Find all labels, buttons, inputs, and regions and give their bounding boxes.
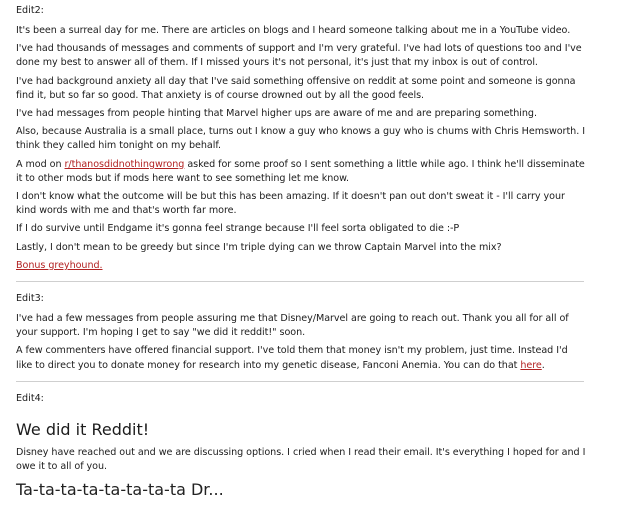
donate-text-after: . [541, 359, 545, 371]
edit2-paragraph-1: It's been a surreal day for me. There are articles on blogs and I heard someone talking about me in a YouTube video. [16, 25, 571, 36]
mod-text-before: A mod on [16, 158, 65, 170]
subreddit-link[interactable]: r/thanosdidnothingwrong [64, 158, 185, 170]
edit4-label: Edit4: [16, 392, 44, 404]
bonus-greyhound-link[interactable]: Bonus greyhound. [16, 259, 103, 271]
we-did-it-heading: We did it Reddit! [16, 419, 150, 439]
donate-here-link[interactable]: here [520, 359, 542, 371]
edit2-label: Edit2: [16, 5, 44, 16]
donate-text-before: A few commenters have offered financial support. I've told them that money isn't my problem, just time. Instead I'd like to direct you to donate money for research into my genetic disease, Fanconi Anemia. You can do that [16, 345, 568, 371]
bonus-paragraph [16, 259, 586, 273]
edit2-mod-paragraph [16, 158, 586, 186]
post-body [16, 4, 586, 500]
edit3-donate-paragraph [16, 344, 586, 372]
edit2-paragraph-6: I don't know what the outcome will be but this has been amazing. If it doesn't pan out don't sweat it - I'll carry your kind words with me and that's worth far more. [16, 191, 565, 217]
divider [16, 381, 584, 382]
edit2-paragraph-8: Lastly, I don't mean to be greedy but since I'm triple dying can we throw Captain Marvel into the mix? [16, 241, 502, 253]
edit4-paragraph: Disney have reached out and we are discussing options. I cried when I read their email. It's everything I hoped for and I owe it to all of you. [16, 446, 586, 473]
edit2-paragraph-5: Also, because Australia is a small place, turns out I know a guy who knows a guy who is chums with Chris Hemsworth. I think they called him tonight on my behalf. [16, 126, 585, 152]
edit2-paragraph-2: I've had thousands of messages and comments of support and I'm very grateful. I've had lots of questions too and I've done my best to answer all of them. If I missed yours it's not personal, it's just that my inbox is out of control. [16, 43, 582, 69]
edit3-paragraph-1: I've had a few messages from people assuring me that Disney/Marvel are going to reach out. Thank you all for all of your support. I'm hoping I get to say "we did it reddit!" soon. [16, 313, 569, 339]
edit2-paragraph-4: I've had messages from people hinting that Marvel higher ups are aware of me and are preparing something. [16, 108, 537, 120]
edit3-label: Edit3: [16, 293, 44, 305]
edit2-paragraph-3: I've had background anxiety all day that I've said something offensive on reddit at some point and someone is gonna find it, but so far so good. That anxiety is of course drowned out by all the good feels. [16, 75, 576, 101]
divider [16, 281, 584, 282]
mod-text-after: asked for some proof so I sent something a little while ago. I think he'll disseminate it to other mods but if mods here want to see something let me know. [16, 158, 585, 184]
edit2-paragraph-7: If I do survive until Endgame it's gonna feel strange because I'll feel sorta obligated to die :-P [16, 223, 460, 235]
cut-off-heading: Ta-ta-ta-ta-ta-ta-ta-ta Dr... [16, 480, 224, 500]
